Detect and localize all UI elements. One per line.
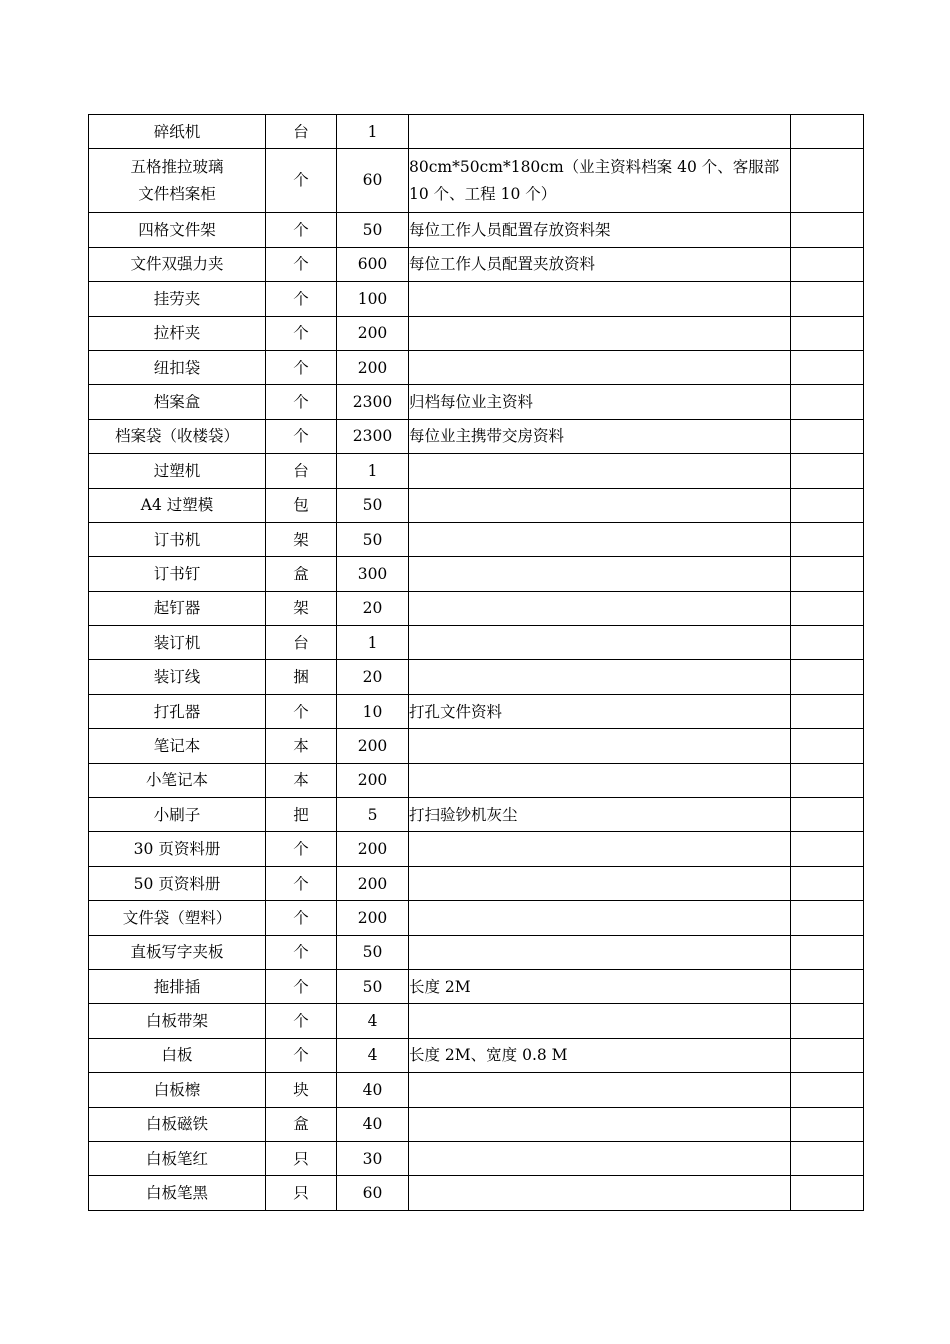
note-cell: 打扫验钞机灰尘 xyxy=(409,798,791,832)
quantity-cell: 40 xyxy=(337,1073,409,1107)
quantity-cell: 200 xyxy=(337,832,409,866)
unit-cell: 台 xyxy=(266,626,337,660)
table-row xyxy=(89,591,864,625)
item-name-cell: 白板磁铁 xyxy=(89,1107,266,1141)
blank-cell xyxy=(791,1038,864,1072)
item-name-cell: 文件双强力夹 xyxy=(89,247,266,281)
item-name-cell: 打孔器 xyxy=(89,694,266,728)
quantity-cell: 50 xyxy=(337,935,409,969)
table-row xyxy=(89,763,864,797)
blank-cell xyxy=(791,350,864,384)
quantity-cell: 2300 xyxy=(337,385,409,419)
note-cell xyxy=(409,454,791,488)
blank-cell xyxy=(791,901,864,935)
quantity-cell: 10 xyxy=(337,694,409,728)
item-name-cell: 装订线 xyxy=(89,660,266,694)
blank-cell xyxy=(791,419,864,453)
quantity-cell: 600 xyxy=(337,247,409,281)
table-row xyxy=(89,660,864,694)
quantity-cell: 30 xyxy=(337,1141,409,1175)
blank-cell xyxy=(791,626,864,660)
note-cell xyxy=(409,522,791,556)
table-row xyxy=(89,969,864,1003)
item-name-cell: 拉杆夹 xyxy=(89,316,266,350)
note-cell: 长度 2M、宽度 0.8 M xyxy=(409,1038,791,1072)
item-name-cell: 笔记本 xyxy=(89,729,266,763)
unit-cell: 个 xyxy=(266,969,337,1003)
quantity-cell: 4 xyxy=(337,1038,409,1072)
unit-cell: 盒 xyxy=(266,557,337,591)
table-row xyxy=(89,149,864,213)
note-cell: 打孔文件资料 xyxy=(409,694,791,728)
unit-cell: 个 xyxy=(266,247,337,281)
table-row xyxy=(89,626,864,660)
unit-cell: 个 xyxy=(266,385,337,419)
note-cell xyxy=(409,1073,791,1107)
note-cell xyxy=(409,1004,791,1038)
blank-cell xyxy=(791,866,864,900)
unit-cell: 个 xyxy=(266,213,337,247)
unit-cell: 个 xyxy=(266,419,337,453)
item-name-cell: 碎纸机 xyxy=(89,115,266,149)
table-row xyxy=(89,1004,864,1038)
item-name-cell: 小刷子 xyxy=(89,798,266,832)
unit-cell: 个 xyxy=(266,350,337,384)
quantity-cell: 1 xyxy=(337,115,409,149)
table-row xyxy=(89,522,864,556)
table-row xyxy=(89,935,864,969)
note-cell xyxy=(409,282,791,316)
item-name-cell: 小笔记本 xyxy=(89,763,266,797)
table-row xyxy=(89,1141,864,1175)
quantity-cell: 200 xyxy=(337,901,409,935)
quantity-cell: 100 xyxy=(337,282,409,316)
table-row xyxy=(89,694,864,728)
table-row xyxy=(89,316,864,350)
blank-cell xyxy=(791,832,864,866)
item-name-cell: 过塑机 xyxy=(89,454,266,488)
note-cell xyxy=(409,901,791,935)
note-cell: 归档每位业主资料 xyxy=(409,385,791,419)
blank-cell xyxy=(791,660,864,694)
table-row xyxy=(89,866,864,900)
blank-cell xyxy=(791,1107,864,1141)
note-cell xyxy=(409,1141,791,1175)
unit-cell: 个 xyxy=(266,935,337,969)
item-name-cell: 30 页资料册 xyxy=(89,832,266,866)
unit-cell: 个 xyxy=(266,1004,337,1038)
table-row xyxy=(89,350,864,384)
blank-cell xyxy=(791,969,864,1003)
table-row xyxy=(89,729,864,763)
quantity-cell: 2300 xyxy=(337,419,409,453)
unit-cell: 本 xyxy=(266,763,337,797)
quantity-cell: 60 xyxy=(337,149,409,213)
blank-cell xyxy=(791,247,864,281)
quantity-cell: 50 xyxy=(337,213,409,247)
item-name-cell: 白板笔红 xyxy=(89,1141,266,1175)
note-cell xyxy=(409,115,791,149)
quantity-cell: 1 xyxy=(337,626,409,660)
table-row xyxy=(89,798,864,832)
table-row xyxy=(89,901,864,935)
blank-cell xyxy=(791,149,864,213)
blank-cell xyxy=(791,316,864,350)
note-cell xyxy=(409,626,791,660)
supplies-table-body xyxy=(89,115,864,1211)
unit-cell: 台 xyxy=(266,115,337,149)
table-row xyxy=(89,1038,864,1072)
note-cell xyxy=(409,866,791,900)
note-cell: 80cm*50cm*180cm（业主资料档案 40 个、客服部 10 个、工程 10 个） xyxy=(409,149,791,213)
note-cell xyxy=(409,729,791,763)
unit-cell: 块 xyxy=(266,1073,337,1107)
item-name-cell: 白板带架 xyxy=(89,1004,266,1038)
unit-cell: 个 xyxy=(266,282,337,316)
blank-cell xyxy=(791,522,864,556)
item-name-cell: 四格文件架 xyxy=(89,213,266,247)
quantity-cell: 5 xyxy=(337,798,409,832)
unit-cell: 个 xyxy=(266,866,337,900)
quantity-cell: 200 xyxy=(337,729,409,763)
quantity-cell: 4 xyxy=(337,1004,409,1038)
quantity-cell: 300 xyxy=(337,557,409,591)
note-cell xyxy=(409,1107,791,1141)
unit-cell: 个 xyxy=(266,832,337,866)
blank-cell xyxy=(791,385,864,419)
item-name-cell: 拖排插 xyxy=(89,969,266,1003)
note-cell xyxy=(409,832,791,866)
note-cell xyxy=(409,1176,791,1210)
unit-cell: 个 xyxy=(266,694,337,728)
table-row xyxy=(89,1107,864,1141)
unit-cell: 把 xyxy=(266,798,337,832)
blank-cell xyxy=(791,729,864,763)
quantity-cell: 200 xyxy=(337,866,409,900)
unit-cell: 包 xyxy=(266,488,337,522)
table-row xyxy=(89,832,864,866)
table-row xyxy=(89,454,864,488)
unit-cell: 捆 xyxy=(266,660,337,694)
blank-cell xyxy=(791,115,864,149)
note-cell xyxy=(409,763,791,797)
item-name-cell: 订书钉 xyxy=(89,557,266,591)
quantity-cell: 50 xyxy=(337,488,409,522)
unit-cell: 台 xyxy=(266,454,337,488)
item-name-cell: 白板檫 xyxy=(89,1073,266,1107)
note-cell xyxy=(409,350,791,384)
unit-cell: 个 xyxy=(266,1038,337,1072)
note-cell xyxy=(409,316,791,350)
blank-cell xyxy=(791,488,864,522)
quantity-cell: 200 xyxy=(337,763,409,797)
item-name-cell: 50 页资料册 xyxy=(89,866,266,900)
note-cell xyxy=(409,488,791,522)
blank-cell xyxy=(791,1004,864,1038)
unit-cell: 个 xyxy=(266,316,337,350)
unit-cell: 个 xyxy=(266,901,337,935)
quantity-cell: 50 xyxy=(337,522,409,556)
unit-cell: 只 xyxy=(266,1176,337,1210)
quantity-cell: 60 xyxy=(337,1176,409,1210)
item-name-cell: 起钉器 xyxy=(89,591,266,625)
item-name-cell: 直板写字夹板 xyxy=(89,935,266,969)
item-name-cell: 订书机 xyxy=(89,522,266,556)
item-name-cell: 五格推拉玻璃 文件档案柜 xyxy=(89,149,266,213)
item-name-cell: 白板 xyxy=(89,1038,266,1072)
blank-cell xyxy=(791,798,864,832)
unit-cell: 架 xyxy=(266,591,337,625)
unit-cell: 个 xyxy=(266,149,337,213)
note-cell: 长度 2M xyxy=(409,969,791,1003)
item-name-cell: 纽扣袋 xyxy=(89,350,266,384)
item-name-cell: A4 过塑模 xyxy=(89,488,266,522)
blank-cell xyxy=(791,694,864,728)
blank-cell xyxy=(791,282,864,316)
blank-cell xyxy=(791,763,864,797)
table-row xyxy=(89,115,864,149)
quantity-cell: 50 xyxy=(337,969,409,1003)
note-cell xyxy=(409,660,791,694)
table-row xyxy=(89,419,864,453)
unit-cell: 盒 xyxy=(266,1107,337,1141)
unit-cell: 只 xyxy=(266,1141,337,1175)
blank-cell xyxy=(791,591,864,625)
blank-cell xyxy=(791,454,864,488)
quantity-cell: 200 xyxy=(337,316,409,350)
note-cell: 每位业主携带交房资料 xyxy=(409,419,791,453)
blank-cell xyxy=(791,935,864,969)
quantity-cell: 20 xyxy=(337,660,409,694)
table-row xyxy=(89,557,864,591)
blank-cell xyxy=(791,1073,864,1107)
table-row xyxy=(89,1073,864,1107)
blank-cell xyxy=(791,1176,864,1210)
item-name-cell: 挂劳夹 xyxy=(89,282,266,316)
blank-cell xyxy=(791,1141,864,1175)
note-cell xyxy=(409,557,791,591)
note-cell xyxy=(409,591,791,625)
table-row xyxy=(89,385,864,419)
unit-cell: 本 xyxy=(266,729,337,763)
quantity-cell: 1 xyxy=(337,454,409,488)
unit-cell: 架 xyxy=(266,522,337,556)
item-name-cell: 档案袋（收楼袋） xyxy=(89,419,266,453)
note-cell: 每位工作人员配置夹放资料 xyxy=(409,247,791,281)
table-row xyxy=(89,1176,864,1210)
supplies-table xyxy=(88,114,864,1211)
quantity-cell: 40 xyxy=(337,1107,409,1141)
table-row xyxy=(89,247,864,281)
blank-cell xyxy=(791,557,864,591)
item-name-cell: 装订机 xyxy=(89,626,266,660)
note-cell xyxy=(409,935,791,969)
note-cell: 每位工作人员配置存放资料架 xyxy=(409,213,791,247)
item-name-cell: 文件袋（塑料） xyxy=(89,901,266,935)
blank-cell xyxy=(791,213,864,247)
table-row xyxy=(89,488,864,522)
item-name-cell: 白板笔黑 xyxy=(89,1176,266,1210)
table-row xyxy=(89,213,864,247)
quantity-cell: 20 xyxy=(337,591,409,625)
table-row xyxy=(89,282,864,316)
quantity-cell: 200 xyxy=(337,350,409,384)
item-name-cell: 档案盒 xyxy=(89,385,266,419)
